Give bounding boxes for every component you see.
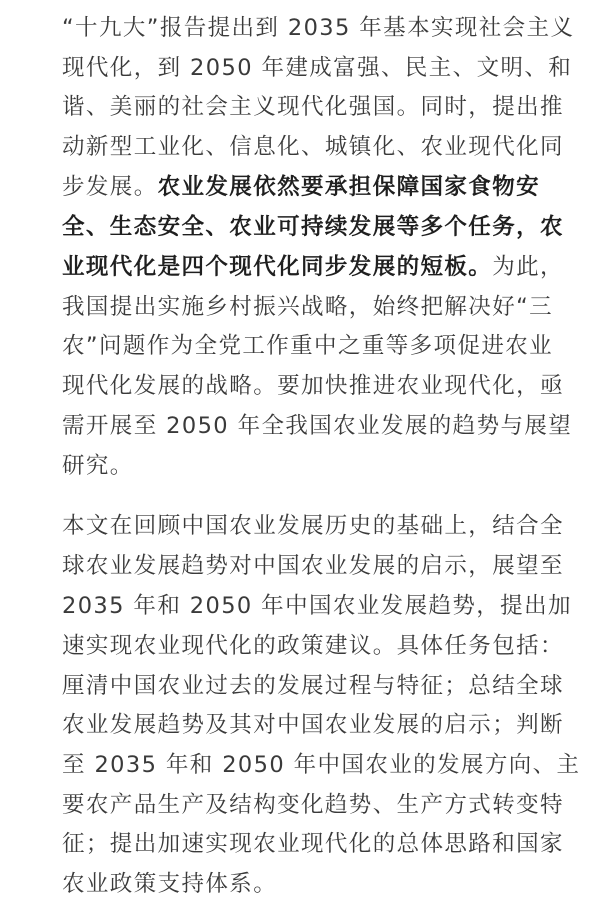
text-line: 我国提出实施乡村振兴战略，始终把解决好“三 [62, 294, 554, 320]
text-line [62, 165, 540, 209]
text-line: 2035 年和 2050 年中国农业发展趋势，提出加 [62, 593, 572, 619]
text-line: 速实现农业现代化的政策建议。具体任务包括： [62, 633, 564, 659]
text-line: 动新型工业化、信息化、城镇化、农业现代化同 [62, 134, 564, 160]
text-line: 厘清中国农业过去的发展过程与特征；总结全球 [62, 673, 564, 699]
text-line: 需开展至 2050 年全我国农业发展的趋势与展望 [62, 413, 573, 439]
text-line: 农业发展趋势及其对中国农业发展的启示；判断 [62, 712, 564, 738]
text-line: 研究。 [62, 453, 134, 479]
text-line: 本文在回顾中国农业发展历史的基础上，结合全 [62, 513, 564, 539]
bold-text-line: 全、生态安全、农业可持续发展等多个任务，农 [62, 214, 564, 240]
text-line: 谐、美丽的社会主义现代化强国。同时，提出推 [62, 94, 564, 120]
text-line: 征；提出加速实现农业现代化的总体思路和国家 [62, 831, 564, 857]
text-line: “十九大”报告提出到 2035 年基本实现社会主义 [62, 15, 575, 41]
text-line [62, 245, 564, 289]
text-segment: 为此， [492, 254, 564, 280]
bold-text: 农业发展依然要承担保障国家食物安 [157, 174, 541, 200]
text-line: 现代化发展的战略。要加快推进农业现代化，亟 [62, 373, 564, 399]
text-line: 至 2035 年和 2050 年中国农业的发展方向、主 [62, 752, 581, 778]
text-line: 农”问题作为全党工作重中之重等多项促进农业 [62, 333, 554, 359]
text-line: 要农产品生产及结构变化趋势、生产方式转变特 [62, 792, 564, 818]
text-segment: 步发展。 [62, 174, 158, 200]
text-line: 现代化，到 2050 年建成富强、民主、文明、和 [62, 55, 573, 81]
bold-text: 业现代化是四个现代化同步发展的短板。 [62, 254, 493, 280]
text-line: 农业政策支持体系。 [62, 871, 278, 897]
text-line: 球农业发展趋势对中国农业发展的启示，展望至 [62, 553, 564, 579]
